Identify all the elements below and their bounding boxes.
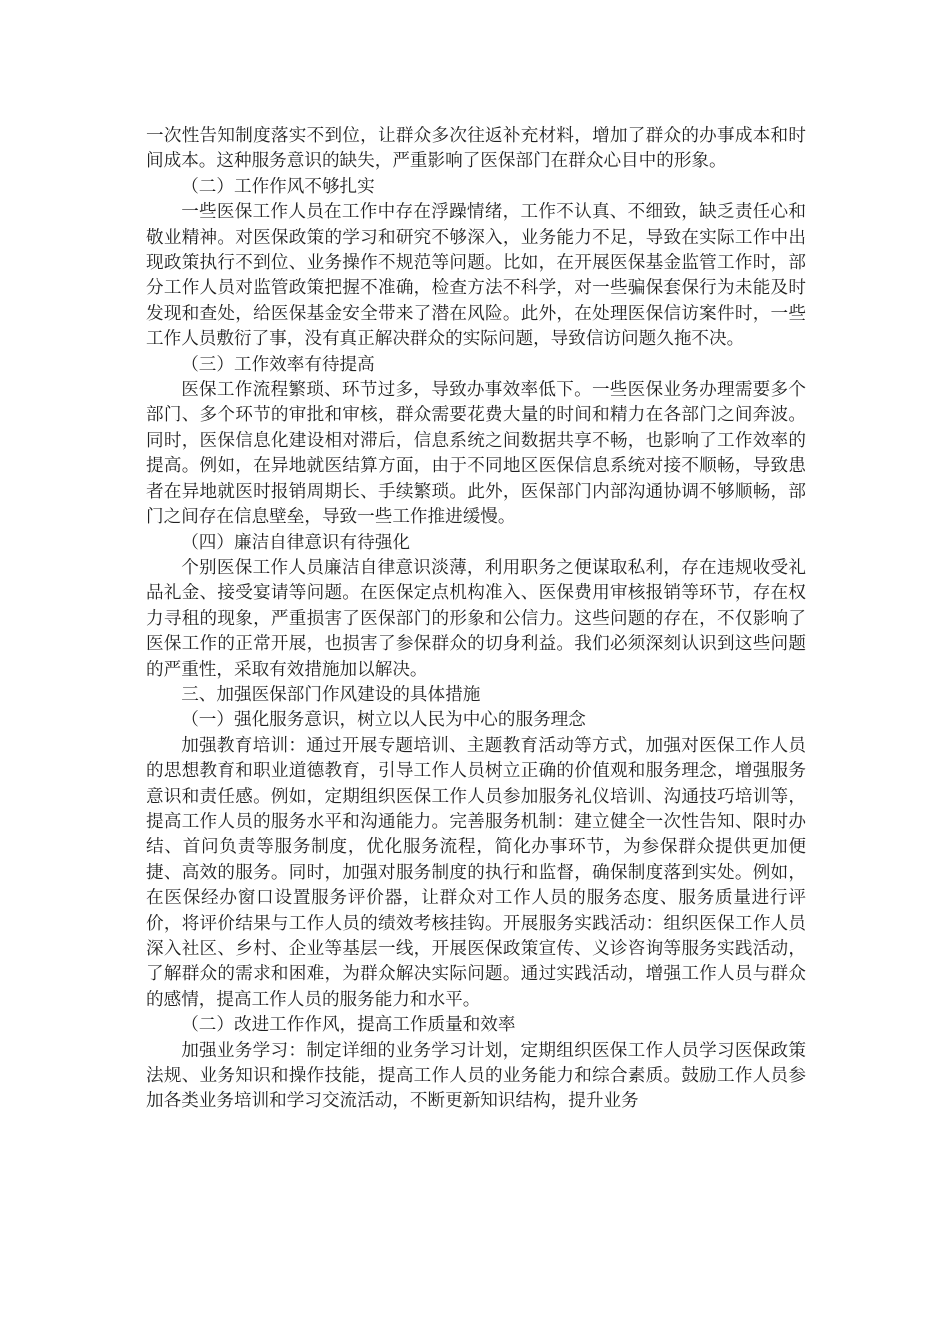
section-heading-measures: 三、加强医保部门作风建设的具体措施: [181, 684, 481, 705]
subheading-work-style: （二）工作作风不够扎实: [181, 176, 375, 197]
paragraph-integrity: 个别医保工作人员廉洁自律意识淡薄，利用职务之便谋取私利，存在违规收受礼品礼金、接受宴请等问题。在医保定点机构准入、医保费用审核报销等环节，存在权力寻租的现象，严重损害了医保部门的形象和公信力。这些问题的存在，不仅影响了医保工作的正常开展，也损害了参保群众的切身利益。我们必须深刻认识到这些问题的严重性，采取有效措施加以解决。: [146, 557, 806, 680]
paragraph-service-awareness: 加强教育培训：通过开展专题培训、主题教育活动等方式，加强对医保工作人员的思想教育和职业道德教育，引导工作人员树立正确的价值观和服务理念，增强服务意识和责任感。例如，定期组织医保工作人员参加服务礼仪培训、沟通技巧培训等，提高工作人员的服务水平和沟通能力。完善服务机制：建立健全一次性告知、限时办结、首问负责等服务制度，优化服务流程，简化办事环节，为参保群众提供更加便捷、高效的服务。同时，加强对服务制度的执行和监督，确保制度落到实处。例如，在医保经办窗口设置服务评价器，让群众对工作人员的服务态度、服务质量进行评价，将评价结果与工作人员的绩效考核挂钩。开展服务实践活动：组织医保工作人员深入社区、乡村、企业等基层一线，开展医保政策宣传、义诊咨询等服务实践活动，了解群众的需求和困难，为群众解决实际问题。通过实践活动，增强工作人员与群众的感情，提高工作人员的服务能力和水平。: [146, 735, 806, 1010]
subheading-work-efficiency: （三）工作效率有待提高: [181, 354, 375, 375]
subheading-improve-style: （二）改进工作作风，提高工作质量和效率: [181, 1015, 516, 1036]
paragraph-work-efficiency: 医保工作流程繁琐、环节过多，导致办事效率低下。一些医保业务办理需要多个部门、多个环节的审批和审核，群众需要花费大量的时间和精力在各部门之间奔波。同时，医保信息化建设相对滞后，信息系统之间数据共享不畅，也影响了工作效率的提高。例如，在异地就医结算方面，由于不同地区医保信息系统对接不顺畅，导致患者在异地就医时报销周期长、手续繁琐。此外，医保部门内部沟通协调不够顺畅，部门之间存在信息壁垒，导致一些工作推进缓慢。: [146, 380, 806, 528]
paragraph-continuation: 一次性告知制度落实不到位，让群众多次往返补充材料，增加了群众的办事成本和时间成本。这种服务意识的缺失，严重影响了医保部门在群众心目中的形象。: [146, 126, 806, 172]
document-page: [146, 124, 806, 1115]
paragraph-improve-style: 加强业务学习：制定详细的业务学习计划，定期组织医保工作人员学习医保政策法规、业务知识和操作技能，提高工作人员的业务能力和综合素质。鼓励工作人员参加各类业务培训和学习交流活动，不断更新知识结构，提升业务: [146, 1040, 806, 1112]
subheading-service-awareness: （一）强化服务意识，树立以人民为中心的服务理念: [181, 710, 586, 731]
subheading-integrity: （四）廉洁自律意识有待强化: [181, 532, 410, 553]
paragraph-work-style: 一些医保工作人员在工作中存在浮躁情绪，工作不认真、不细致，缺乏责任心和敬业精神。对医保政策的学习和研究不够深入，业务能力不足，导致在实际工作中出现政策执行不到位、业务操作不规范等问题。比如，在开展医保基金监管工作时，部分工作人员对监管政策把握不准确，检查方法不科学，对一些骗保套保行为未能及时发现和查处，给医保基金安全带来了潜在风险。此外，在处理医保信访案件时，一些工作人员敷衍了事，没有真正解决群众的实际问题，导致信访问题久拖不决。: [146, 202, 806, 350]
